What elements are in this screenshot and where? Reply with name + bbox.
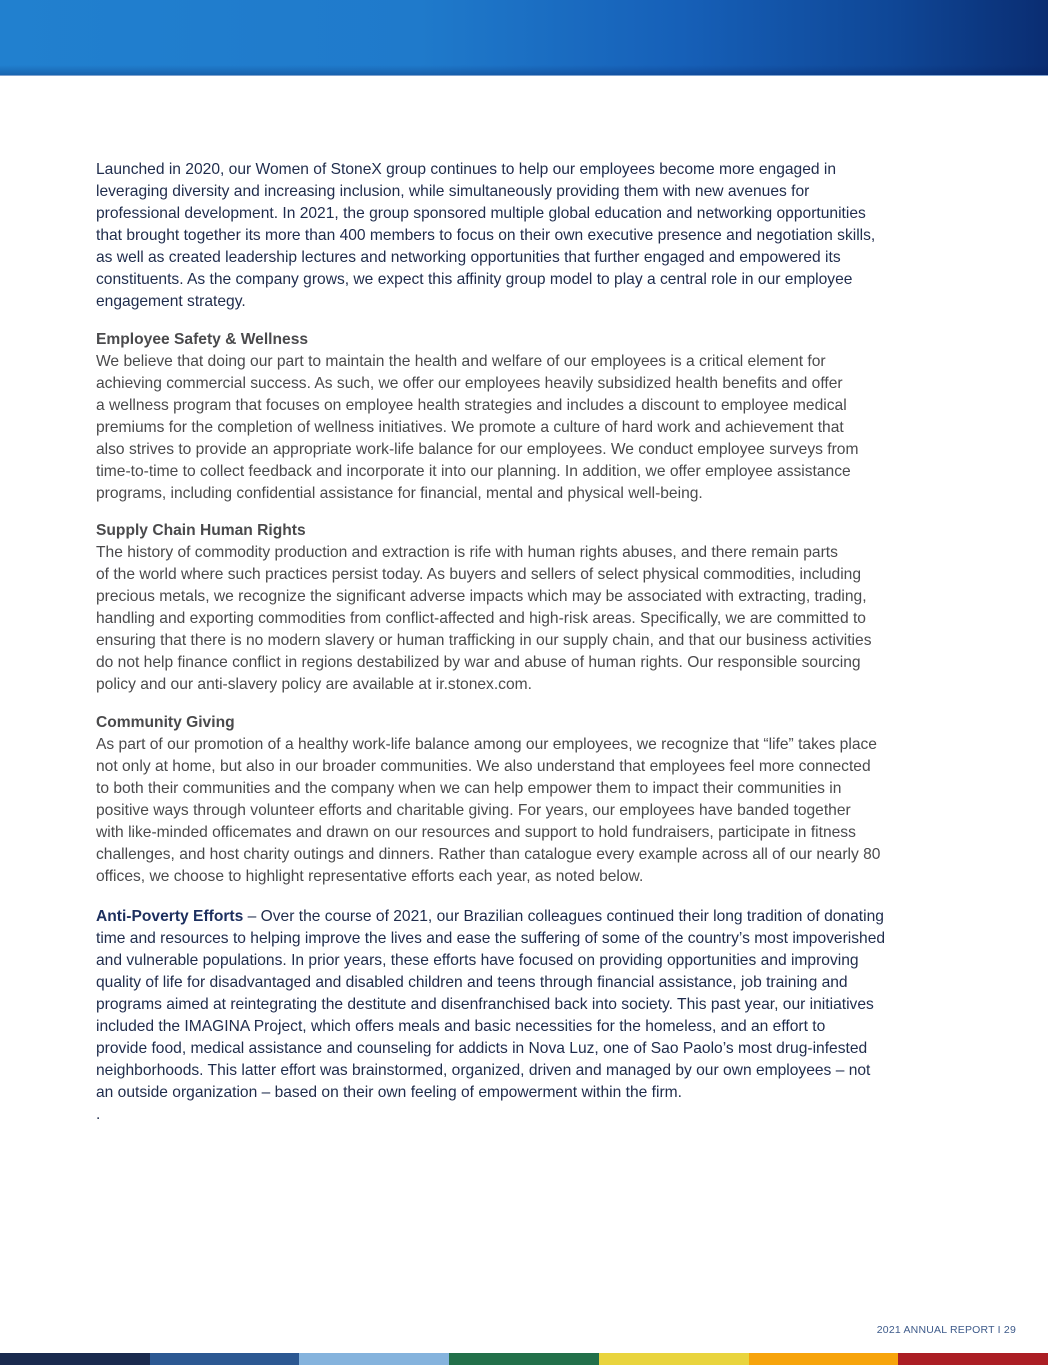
page-footer-label: 2021 ANNUAL REPORT I 29: [876, 1324, 1016, 1336]
text-line: that brought together its more than 400 members to focus on their own executive presence and negotiation skills,: [96, 227, 876, 244]
text-line: and vulnerable populations. In prior years, these efforts have focused on providing opportunities and improving: [96, 952, 859, 969]
text-line: We believe that doing our part to maintain the health and welfare of our employees is a critical element for: [96, 353, 826, 370]
text-line: programs aimed at reintegrating the destitute and disenfranchised back into society. This past year, our initiatives: [96, 996, 874, 1013]
footer-color-bar: [749, 1353, 899, 1365]
intro-paragraph: [96, 159, 966, 313]
text-line: handling and exporting commodities from conflict-affected and high-risk areas. Specifically, we are committed to: [96, 610, 866, 627]
text-line: time-to-time to collect feedback and incorporate it into our planning. In addition, we offer employee assistance: [96, 463, 851, 480]
footer-color-bar: [299, 1353, 449, 1365]
text-line: as well as created leadership lectures and networking opportunities that further engaged and empowered its: [96, 249, 841, 266]
anti-poverty-first-line-text: – Over the course of 2021, our Brazilian colleagues continued their long tradition of donating: [243, 908, 884, 925]
section-heading: Supply Chain Human Rights: [96, 522, 306, 539]
section-supply-chain: [96, 520, 966, 696]
section-community-giving: [96, 712, 966, 888]
footer-color-bar: [150, 1353, 300, 1365]
text-line: premiums for the completion of wellness initiatives. We promote a culture of hard work and achievement that: [96, 419, 844, 436]
text-line: Launched in 2020, our Women of StoneX group continues to help our employees become more engaged in: [96, 161, 837, 178]
anti-poverty-paragraph: [96, 906, 966, 1126]
text-line: neighborhoods. This latter effort was brainstormed, organized, driven and managed by our own employees – not: [96, 1062, 871, 1079]
header-divider: [0, 75, 1048, 76]
text-line: a wellness program that focuses on employee health strategies and includes a discount to employee medical: [96, 397, 847, 414]
section-heading: Employee Safety & Wellness: [96, 331, 309, 348]
text-line: offices, we choose to highlight representative efforts each year, as noted below.: [96, 868, 644, 885]
text-line: to both their communities and the company when we can help empower them to impact their communities in: [96, 780, 842, 797]
text-line: precious metals, we recognize the significant adverse impacts which may be associated with extracting, trading,: [96, 588, 867, 605]
text-line: programs, including confidential assistance for financial, mental and physical well-being.: [96, 485, 703, 502]
text-line: not only at home, but also in our broader communities. We also understand that employees feel more connected: [96, 758, 871, 775]
anti-poverty-first-line: [96, 906, 966, 928]
page-header-banner: [0, 0, 1048, 75]
footer-color-bar: [599, 1353, 749, 1365]
section-heading: Community Giving: [96, 714, 235, 731]
section-body: [96, 351, 966, 505]
text-line: The history of commodity production and extraction is rife with human rights abuses, and there remain parts: [96, 544, 838, 561]
section-employee-safety: [96, 329, 966, 505]
text-line: an outside organization – based on their own feeling of empowerment within the firm.: [96, 1084, 682, 1101]
section-body: [96, 734, 966, 888]
anti-poverty-lead: Anti-Poverty Efforts: [96, 908, 244, 925]
text-line: policy and our anti-slavery policy are available at ir.stonex.com.: [96, 676, 532, 693]
text-line: included the IMAGINA Project, which offers meals and basic necessities for the homeless, and an effort to: [96, 1018, 826, 1035]
text-line: of the world where such practices persist today. As buyers and sellers of select physical commodities, including: [96, 566, 862, 583]
footer-color-bars: [0, 1353, 1048, 1365]
text-line: challenges, and host charity outings and dinners. Rather than catalogue every example across all of our nearly 80: [96, 846, 881, 863]
footer-color-bar: [0, 1353, 150, 1365]
text-line: achieving commercial success. As such, we offer our employees heavily subsidized health benefits and offer: [96, 375, 843, 392]
text-line: quality of life for disadvantaged and disabled children and teens through financial assistance, job training and: [96, 974, 848, 991]
text-line: professional development. In 2021, the group sponsored multiple global education and networking opportunities: [96, 205, 866, 222]
text-line: also strives to provide an appropriate work-life balance for our employees. We conduct employee surveys from: [96, 441, 859, 458]
footer-color-bar: [449, 1353, 599, 1365]
text-line: ensuring that there is no modern slavery or human trafficking in our supply chain, and that our business activities: [96, 632, 872, 649]
text-line: do not help finance conflict in regions destabilized by war and abuse of human rights. Our responsible sourcing: [96, 654, 861, 671]
footer-color-bar: [898, 1353, 1048, 1365]
text-line: constituents. As the company grows, we expect this affinity group model to play a central role in our employee: [96, 271, 853, 288]
text-line: engagement strategy.: [96, 293, 246, 310]
text-line: provide food, medical assistance and counseling for addicts in Nova Luz, one of Sao Paolo’s most drug-infested: [96, 1040, 868, 1057]
text-line: leveraging diversity and increasing inclusion, while simultaneously providing them with new avenues for: [96, 183, 810, 200]
text-line: with like-minded officemates and drawn on our resources and support to hold fundraisers, participate in fitness: [96, 824, 856, 841]
text-line: As part of our promotion of a healthy work-life balance among our employees, we recognize that “life” takes place: [96, 736, 877, 753]
section-body: [96, 542, 966, 696]
text-line: time and resources to helping improve the lives and ease the suffering of some of the country’s most impoverished: [96, 930, 886, 947]
text-line: .: [96, 1106, 101, 1123]
anti-poverty-body: [96, 928, 966, 1126]
text-line: positive ways through volunteer efforts and charitable giving. For years, our employees have banded together: [96, 802, 851, 819]
